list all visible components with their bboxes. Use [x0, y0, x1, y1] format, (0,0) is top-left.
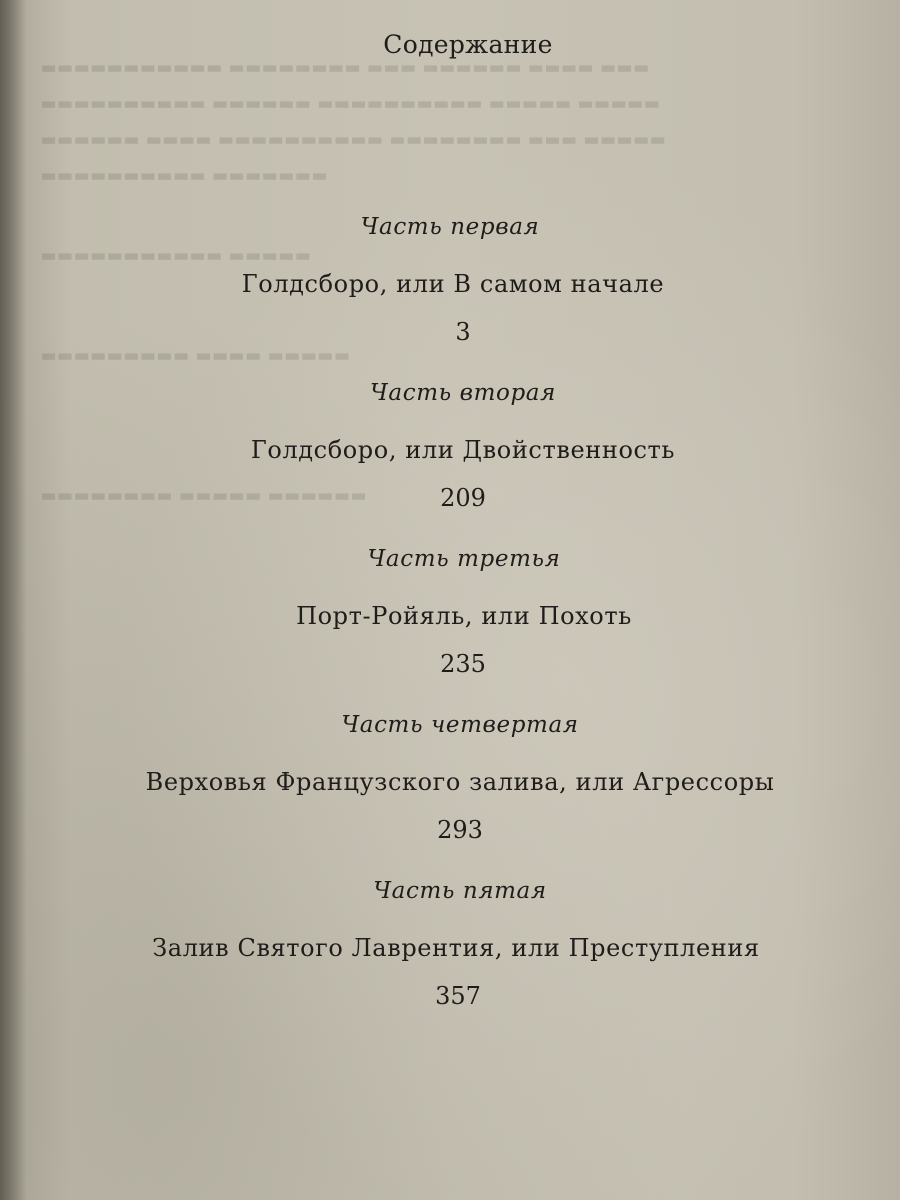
show-through-texture: ▬▬▬▬▬▬▬ ▬▬▬▬▬▬▬▬▬▬ [40, 166, 328, 186]
part-page-number: 3 [455, 318, 471, 346]
part-title: Верховья Французского залива, или Агрессоры [145, 768, 775, 796]
part-page-number: 235 [440, 650, 486, 678]
part-title: Голдсборо, или В самом начале [241, 270, 665, 298]
part-label: Часть вторая [370, 380, 556, 406]
part-page-number: 357 [435, 982, 481, 1010]
show-through-texture: ▬▬▬▬▬ ▬▬▬▬▬▬▬▬▬▬▬ [40, 246, 311, 266]
part-title: Порт-Ройяль, или Похоть [296, 602, 632, 630]
toc-entry-part-1 [0, 214, 900, 380]
show-through-texture: ▬▬▬▬▬ ▬▬▬▬▬ ▬▬▬▬▬▬▬▬▬▬ ▬▬▬▬▬▬ ▬▬▬▬▬▬▬▬▬▬ [40, 94, 660, 114]
show-through-texture: ▬▬▬▬▬ ▬▬▬ ▬▬▬▬▬▬▬▬ ▬▬▬▬▬▬▬▬▬▬ ▬▬▬▬ ▬▬▬▬▬▬ [40, 130, 666, 150]
part-title: Залив Святого Лаврентия, или Преступления [152, 934, 760, 962]
part-page-number: 209 [440, 484, 486, 512]
toc-entry-part-4 [0, 712, 900, 878]
page-title: Содержание [383, 30, 553, 59]
toc-entry-part-2 [0, 380, 900, 546]
part-label: Часть третья [367, 546, 561, 572]
part-title: Голдсборо, или Двойственность [250, 436, 676, 464]
table-of-contents [0, 214, 900, 1044]
show-through-texture: ▬▬▬▬▬▬ ▬▬▬▬▬ ▬▬▬▬▬▬▬▬ [40, 486, 367, 506]
part-label: Часть пятая [373, 878, 547, 904]
toc-entry-part-3 [0, 546, 900, 712]
show-through-texture: ▬▬▬▬▬ ▬▬▬▬ ▬▬▬▬▬▬▬▬▬ [40, 346, 350, 366]
part-label: Часть четвертая [341, 712, 579, 738]
part-label: Часть первая [360, 214, 540, 240]
show-through-texture: ▬▬▬ ▬▬▬▬ ▬▬▬▬▬▬ ▬▬▬ ▬▬▬▬▬▬▬▬ ▬▬▬▬▬▬▬▬▬▬▬ [40, 58, 650, 78]
toc-entry-part-5 [0, 878, 900, 1044]
part-page-number: 293 [437, 816, 483, 844]
